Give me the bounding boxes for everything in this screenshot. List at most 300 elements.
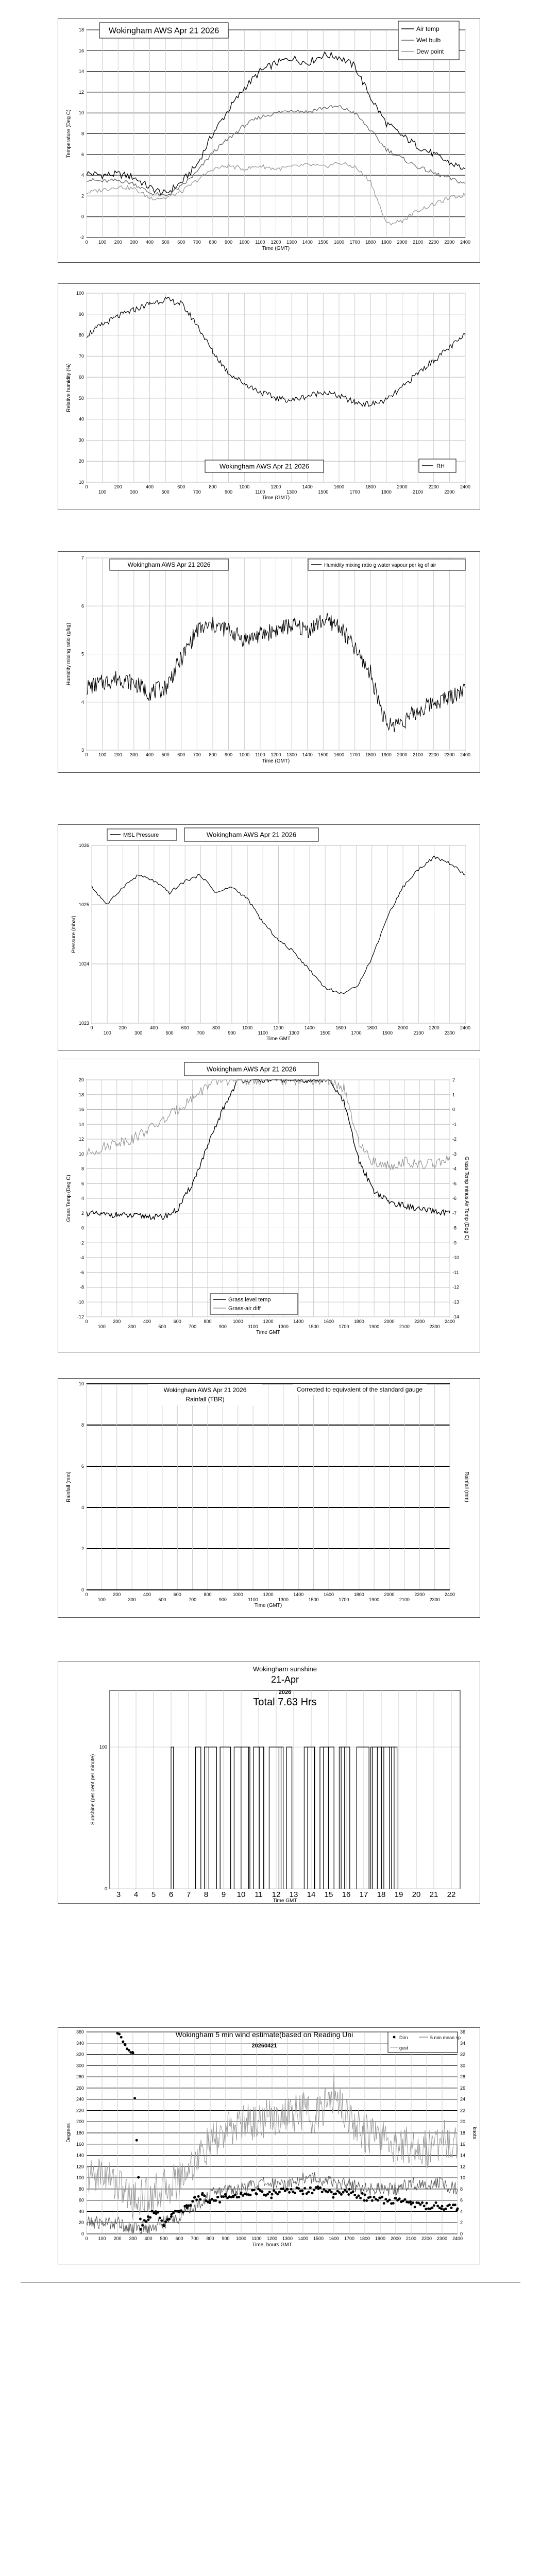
x-tick-label: 1000 — [232, 1592, 243, 1597]
direction-point — [157, 2211, 159, 2214]
direction-point — [436, 2205, 439, 2207]
x-tick-label: 2000 — [384, 1592, 395, 1597]
direction-point — [149, 2216, 151, 2219]
direction-point — [334, 2193, 337, 2195]
x-tick-label: 800 — [212, 1025, 221, 1030]
direction-point — [311, 2192, 314, 2194]
y-tick-label: 6 — [81, 151, 84, 157]
direction-point — [159, 2217, 161, 2219]
y2-tick-label: 8 — [460, 2186, 463, 2192]
x-tick-label: 1800 — [353, 1592, 364, 1597]
y-tick-label: 20 — [78, 2220, 84, 2226]
x-tick-label: 1300 — [278, 1597, 289, 1602]
direction-point — [348, 2188, 351, 2191]
x-tick-label: 1700 — [339, 1324, 349, 1329]
direction-point — [286, 2188, 289, 2191]
direction-point — [309, 2187, 312, 2189]
direction-point — [409, 2200, 412, 2203]
x-tick-label: 1100 — [251, 2236, 262, 2241]
x-tick-label: 2300 — [444, 489, 455, 495]
direction-point — [266, 2193, 269, 2195]
x-axis-label: Time (GMT) — [262, 246, 290, 251]
x-tick-label: 500 — [161, 489, 170, 495]
y-tick-label: 20 — [78, 459, 84, 464]
y-tick-label: 280 — [76, 2074, 84, 2080]
x-tick-label: 1200 — [270, 752, 281, 757]
y2-tick-label: 34 — [460, 2040, 466, 2046]
y-tick-label: 18 — [78, 1092, 84, 1097]
direction-point — [197, 2195, 200, 2198]
x-tick-label: 1900 — [381, 752, 392, 757]
y-tick-label: 18 — [78, 27, 84, 32]
legend-label: Grass level temp — [228, 1297, 271, 1303]
x-tick-label: 1600 — [333, 240, 345, 245]
y-tick-label: 14 — [78, 69, 84, 74]
x-tick-label: 600 — [173, 1319, 181, 1324]
x-tick-label: 1200 — [270, 484, 281, 489]
direction-point — [330, 2191, 333, 2193]
direction-point — [426, 2202, 428, 2205]
chart-temperature — [58, 18, 480, 263]
direction-point — [412, 2201, 414, 2204]
direction-point — [209, 2201, 211, 2204]
y-axis-label: Sunshine (per cent per minute) — [90, 1754, 96, 1825]
y-tick-label: -2 — [79, 1240, 84, 1246]
x-tick-label: 1100 — [255, 752, 265, 757]
x-tick-label: 900 — [228, 1030, 236, 1036]
wind-svg — [58, 2028, 480, 2264]
x-tick-label: 1900 — [381, 240, 392, 245]
x-tick-label: 2400 — [452, 2236, 463, 2241]
y2-tick-label: -3 — [452, 1151, 457, 1157]
x-tick-label: 500 — [165, 1030, 174, 1036]
x-tick-label: 1000 — [239, 240, 250, 245]
x-tick-label: 19 — [394, 1890, 403, 1899]
direction-point — [358, 2194, 360, 2197]
direction-point — [278, 2191, 281, 2193]
x-tick-label: 1400 — [302, 240, 313, 245]
x-tick-label: 2200 — [429, 1025, 439, 1030]
x-tick-label: 2000 — [397, 240, 408, 245]
x-tick-label: 400 — [144, 2236, 153, 2241]
chart-subtitle: 20260421 — [251, 2043, 277, 2049]
y-tick-label: 2 — [81, 1546, 84, 1551]
rainfall-svg — [58, 1379, 480, 1617]
direction-point — [404, 2198, 407, 2201]
x-tick-label: 100 — [98, 489, 107, 495]
x-axis-label: Time (GMT) — [254, 1603, 282, 1608]
x-tick-label: 1600 — [328, 2236, 340, 2241]
direction-point — [168, 2218, 171, 2221]
x-tick-label: 1200 — [263, 1592, 274, 1597]
x-tick-label: 1700 — [349, 752, 360, 757]
x-tick-label: 300 — [130, 489, 138, 495]
y2-tick-label: 4 — [460, 2209, 463, 2214]
y-tick-label: 2 — [81, 1210, 84, 1216]
y-tick-label: 20 — [78, 1077, 84, 1082]
x-tick-label: 2000 — [397, 484, 408, 489]
x-tick-label: 1500 — [318, 489, 329, 495]
x-tick-label: 1700 — [349, 240, 360, 245]
x-tick-label: 1800 — [353, 1319, 364, 1324]
y-tick-label: 6 — [81, 603, 84, 609]
x-tick-label: 1800 — [359, 2236, 370, 2241]
direction-point — [132, 2052, 134, 2055]
chart-title: Wokingham AWS Apr 21 2026 — [108, 26, 219, 36]
y-tick-label: 1023 — [78, 1021, 89, 1026]
legend — [388, 2032, 461, 2053]
x-tick-label: 700 — [189, 1324, 197, 1329]
chart-title: Wokingham sunshine — [252, 1665, 317, 1673]
x-tick-label: 6 — [168, 1890, 174, 1899]
x-tick-label: 2400 — [444, 1319, 455, 1324]
direction-point — [185, 2204, 188, 2207]
direction-point — [445, 2208, 447, 2210]
direction-point — [238, 2196, 240, 2198]
legend-label: Humidity mixing ratio g water vapour per kg of air — [324, 563, 436, 568]
direction-point — [195, 2198, 198, 2201]
chart-year: 2026 — [278, 1689, 292, 1696]
direction-point — [352, 2191, 354, 2193]
x-tick-label: 2100 — [413, 1030, 424, 1036]
y-tick-label: 70 — [78, 353, 84, 359]
chart-title: Wokingham AWS Apr 21 2026 — [206, 831, 297, 839]
x-tick-label: 0 — [85, 484, 88, 489]
y-tick-label: 8 — [81, 1166, 84, 1172]
y-axis-label: Temperature (Deg C) — [66, 109, 72, 158]
y-tick-label: 0 — [104, 1886, 107, 1891]
x-tick-label: 900 — [225, 489, 233, 495]
x-tick-label: 400 — [143, 1592, 151, 1597]
direction-point — [342, 2191, 345, 2194]
y-tick-label: 10 — [78, 110, 84, 116]
temperature-svg — [58, 19, 480, 262]
x-tick-label: 2100 — [399, 1597, 410, 1602]
y-tick-label: 10 — [78, 1151, 84, 1157]
y-tick-label: -12 — [77, 1314, 84, 1319]
x-tick-label: 400 — [143, 1319, 151, 1324]
x-tick-label: 1300 — [282, 2236, 293, 2241]
x-tick-label: 2100 — [413, 240, 424, 245]
chart-wind — [58, 2027, 480, 2264]
chart-title: Wokingham AWS Apr 21 2026 — [127, 561, 211, 568]
x-tick-label: 18 — [377, 1890, 386, 1899]
x-axis-label: Time, hours GMT — [252, 2242, 292, 2248]
y-tick-label: 80 — [78, 2186, 84, 2192]
y-tick-label: 16 — [78, 48, 84, 54]
x-tick-label: 0 — [85, 240, 88, 245]
x-tick-label: 900 — [225, 240, 233, 245]
direction-point — [128, 2049, 130, 2052]
x-tick-label: 2200 — [414, 1319, 425, 1324]
x-tick-label: 300 — [128, 1324, 136, 1329]
direction-point — [435, 2201, 437, 2204]
y-tick-label: 60 — [78, 375, 84, 380]
y-tick-label: 0 — [81, 214, 84, 219]
direction-point — [201, 2192, 204, 2195]
y-tick-label: 3 — [81, 748, 84, 753]
y-tick-label: 220 — [76, 2108, 84, 2113]
direction-point — [297, 2187, 300, 2190]
chart-sunshine — [58, 1662, 480, 1904]
y-tick-label: 7 — [81, 555, 84, 561]
direction-point — [450, 2207, 453, 2209]
x-tick-label: 2000 — [390, 2236, 401, 2241]
legend-label: RH — [436, 463, 445, 469]
x-tick-label: 2400 — [460, 484, 471, 489]
direction-point — [440, 2208, 443, 2210]
direction-point — [303, 2187, 306, 2190]
x-tick-label: 2200 — [414, 1592, 425, 1597]
legend-swatch — [393, 2036, 396, 2039]
x-tick-label: 2300 — [436, 2236, 448, 2241]
direction-point — [414, 2206, 416, 2208]
y2-tick-label: -6 — [452, 1196, 457, 1201]
x-tick-label: 800 — [209, 484, 217, 489]
y2-tick-label: 14 — [460, 2153, 466, 2158]
x-tick-label: 17 — [359, 1890, 368, 1899]
y-tick-label: -8 — [79, 1284, 84, 1290]
direction-point — [137, 2176, 140, 2179]
direction-point — [232, 2196, 235, 2198]
x-tick-label: 800 — [209, 240, 217, 245]
direction-point — [222, 2195, 225, 2198]
direction-point — [441, 2205, 444, 2208]
y-tick-label: 300 — [76, 2063, 84, 2069]
y-tick-label: 0 — [81, 1225, 84, 1231]
y-tick-label: 4 — [81, 173, 84, 178]
direction-point — [160, 2219, 163, 2222]
x-tick-label: 2200 — [428, 484, 439, 489]
y-tick-label: 0 — [81, 1587, 84, 1592]
direction-point — [313, 2189, 315, 2191]
pressure-svg — [58, 825, 480, 1050]
x-tick-label: 1800 — [365, 752, 376, 757]
direction-point — [359, 2197, 362, 2199]
direction-point — [307, 2191, 310, 2193]
x-tick-label: 1100 — [255, 489, 265, 495]
direction-point — [353, 2194, 356, 2196]
x-tick-label: 1300 — [286, 752, 297, 757]
x-tick-label: 0 — [85, 1592, 88, 1597]
y-tick-label: 100 — [99, 1744, 107, 1750]
y-axis-label: Relative humidity (%) — [66, 363, 72, 412]
y-tick-label: -2 — [79, 235, 84, 240]
x-tick-label: 500 — [158, 1597, 166, 1602]
x-tick-label: 700 — [193, 752, 201, 757]
x-tick-label: 0 — [90, 1025, 93, 1030]
x-tick-label: 2200 — [428, 752, 439, 757]
x-tick-label: 11 — [255, 1890, 263, 1899]
x-tick-label: 400 — [145, 752, 154, 757]
y-tick-label: 140 — [76, 2153, 84, 2158]
x-tick-label: 1600 — [323, 1319, 334, 1324]
y-tick-label: 50 — [78, 395, 84, 401]
x-tick-label: 1500 — [308, 1324, 319, 1329]
legend-label: Dew point — [416, 48, 444, 55]
x-axis-label: Time (GMT) — [262, 758, 290, 764]
y2-tick-label: 12 — [460, 2164, 466, 2170]
y2-tick-label: -2 — [452, 1137, 457, 1142]
chart-note: Corrected to equivalent of the standard gauge — [296, 1386, 423, 1393]
legend-label: 5 min mean sp — [430, 2035, 461, 2040]
x-tick-label: 700 — [193, 240, 201, 245]
direction-point — [182, 2211, 184, 2213]
y-tick-label: 12 — [78, 89, 84, 95]
direction-point — [124, 2044, 127, 2046]
y2-tick-label: 28 — [460, 2074, 466, 2080]
x-tick-label: 1200 — [266, 2236, 278, 2241]
x-tick-label: 600 — [175, 2236, 183, 2241]
x-tick-label: 1000 — [239, 752, 250, 757]
direction-point — [457, 2208, 459, 2210]
x-tick-label: 300 — [130, 752, 138, 757]
y2-tick-label: 0 — [452, 1107, 455, 1112]
y-tick-label: 120 — [76, 2164, 84, 2170]
direction-point — [140, 2228, 142, 2231]
y-tick-label: 4 — [81, 1505, 84, 1510]
y-tick-label: 6 — [81, 1181, 84, 1187]
x-tick-label: 22 — [447, 1890, 456, 1899]
x-tick-label: 500 — [158, 1324, 166, 1329]
y-tick-label: 90 — [78, 311, 84, 317]
y-tick-label: 12 — [78, 1137, 84, 1142]
x-tick-label: 1300 — [286, 240, 297, 245]
direction-point — [361, 2192, 364, 2195]
x-tick-label: 14 — [307, 1890, 316, 1899]
direction-point — [191, 2200, 194, 2202]
y2-tick-label: 16 — [460, 2141, 466, 2147]
x-tick-label: 1800 — [366, 1025, 377, 1030]
x-tick-label: 200 — [114, 484, 122, 489]
chart-title: Wokingham 5 min wind estimate(based on Reading Uni — [175, 2030, 353, 2039]
x-tick-label: 300 — [134, 1030, 143, 1036]
x-tick-label: 600 — [173, 1592, 181, 1597]
grass-temp-svg — [58, 1059, 480, 1352]
chart-title: Wokingham AWS Apr 21 2026 — [219, 462, 310, 470]
x-tick-label: 900 — [218, 1324, 227, 1329]
x-tick-label: 800 — [209, 752, 217, 757]
y-tick-label: 8 — [81, 131, 84, 137]
direction-point — [164, 2221, 167, 2223]
y-tick-label: 100 — [76, 2175, 84, 2181]
x-tick-label: 1400 — [302, 752, 313, 757]
direction-point — [383, 2202, 385, 2205]
x-tick-label: 1900 — [382, 1030, 393, 1036]
direction-point — [141, 2224, 144, 2227]
x-tick-label: 1800 — [365, 240, 376, 245]
x-tick-label: 8 — [204, 1890, 209, 1899]
x-tick-label: 1900 — [375, 2236, 386, 2241]
direction-point — [122, 2040, 124, 2043]
x-tick-label: 1600 — [335, 1025, 346, 1030]
x-tick-label: 1800 — [365, 484, 376, 489]
direction-point — [347, 2193, 350, 2196]
y2-tick-label: 2 — [452, 1077, 455, 1082]
x-tick-label: 9 — [221, 1890, 226, 1899]
direction-point — [139, 2218, 142, 2221]
direction-point — [218, 2201, 221, 2204]
direction-point — [271, 2193, 274, 2196]
chart-total: Total 7.63 Hrs — [253, 1697, 317, 1708]
x-tick-label: 100 — [97, 1324, 106, 1329]
direction-point — [147, 2218, 150, 2221]
y-tick-label: 260 — [76, 2085, 84, 2091]
plot-area — [110, 1690, 460, 1889]
y-tick-label: 5 — [81, 651, 84, 657]
x-tick-label: 1600 — [333, 752, 345, 757]
y2-tick-label: -12 — [452, 1284, 460, 1290]
y-tick-label: 16 — [78, 1107, 84, 1112]
x-axis-label: Time GMT — [266, 1036, 291, 1042]
legend — [398, 21, 459, 60]
direction-point — [234, 2194, 236, 2196]
legend-label: Wet bulb — [416, 37, 441, 44]
x-tick-label: 1700 — [351, 1030, 362, 1036]
x-tick-label: 900 — [225, 752, 233, 757]
direction-point — [364, 2194, 366, 2196]
y-tick-label: 1024 — [78, 961, 89, 967]
x-tick-label: 2400 — [444, 1592, 455, 1597]
x-tick-label: 900 — [222, 2236, 230, 2241]
x-tick-label: 100 — [98, 240, 107, 245]
x-tick-label: 20 — [412, 1890, 421, 1899]
y2-tick-label: 22 — [460, 2108, 466, 2113]
x-tick-label: 2400 — [460, 240, 471, 245]
x-axis-label: Time GMT — [256, 1330, 280, 1335]
direction-point — [203, 2194, 206, 2197]
chart-title: Wokingham AWS Apr 21 2026 — [163, 1386, 247, 1394]
y-tick-label: 160 — [76, 2141, 84, 2147]
direction-point — [217, 2196, 219, 2198]
x-tick-label: 1700 — [339, 1597, 349, 1602]
y-tick-label: 4 — [81, 1196, 84, 1201]
y-tick-label: 8 — [81, 1422, 84, 1428]
direction-point — [388, 2199, 391, 2201]
y2-tick-label: -7 — [452, 1210, 457, 1216]
y-tick-label: 4 — [81, 699, 84, 705]
direction-point — [369, 2196, 371, 2198]
x-tick-label: 100 — [98, 752, 107, 757]
y2-tick-label: -8 — [452, 1225, 457, 1231]
y2-tick-label: 6 — [460, 2197, 463, 2203]
y-tick-label: 14 — [78, 1122, 84, 1127]
direction-point — [172, 2212, 175, 2214]
x-tick-label: 1500 — [308, 1597, 319, 1602]
x-tick-label: 2200 — [421, 2236, 432, 2241]
y-tick-label: -4 — [79, 1255, 84, 1260]
humidity-svg — [58, 284, 480, 510]
x-tick-label: 1500 — [320, 1030, 331, 1036]
x-tick-label: 1300 — [289, 1030, 299, 1036]
direction-point — [276, 2193, 279, 2195]
x-tick-label: 200 — [114, 752, 122, 757]
y-tick-label: 320 — [76, 2052, 84, 2057]
direction-point — [338, 2191, 341, 2194]
x-axis-label: Time (GMT) — [262, 495, 290, 501]
y-tick-label: 0 — [81, 2231, 84, 2236]
x-tick-label: 200 — [114, 240, 122, 245]
x-tick-label: 1100 — [248, 1324, 258, 1329]
y2-tick-label: -9 — [452, 1240, 457, 1246]
direction-point — [365, 2199, 368, 2202]
chart-pressure — [58, 824, 480, 1051]
y2-tick-label: 2 — [460, 2220, 463, 2226]
x-tick-label: 1000 — [239, 484, 250, 489]
x-tick-label: 700 — [189, 1597, 197, 1602]
y-tick-label: 2 — [81, 193, 84, 199]
y-tick-label: -10 — [77, 1299, 84, 1305]
